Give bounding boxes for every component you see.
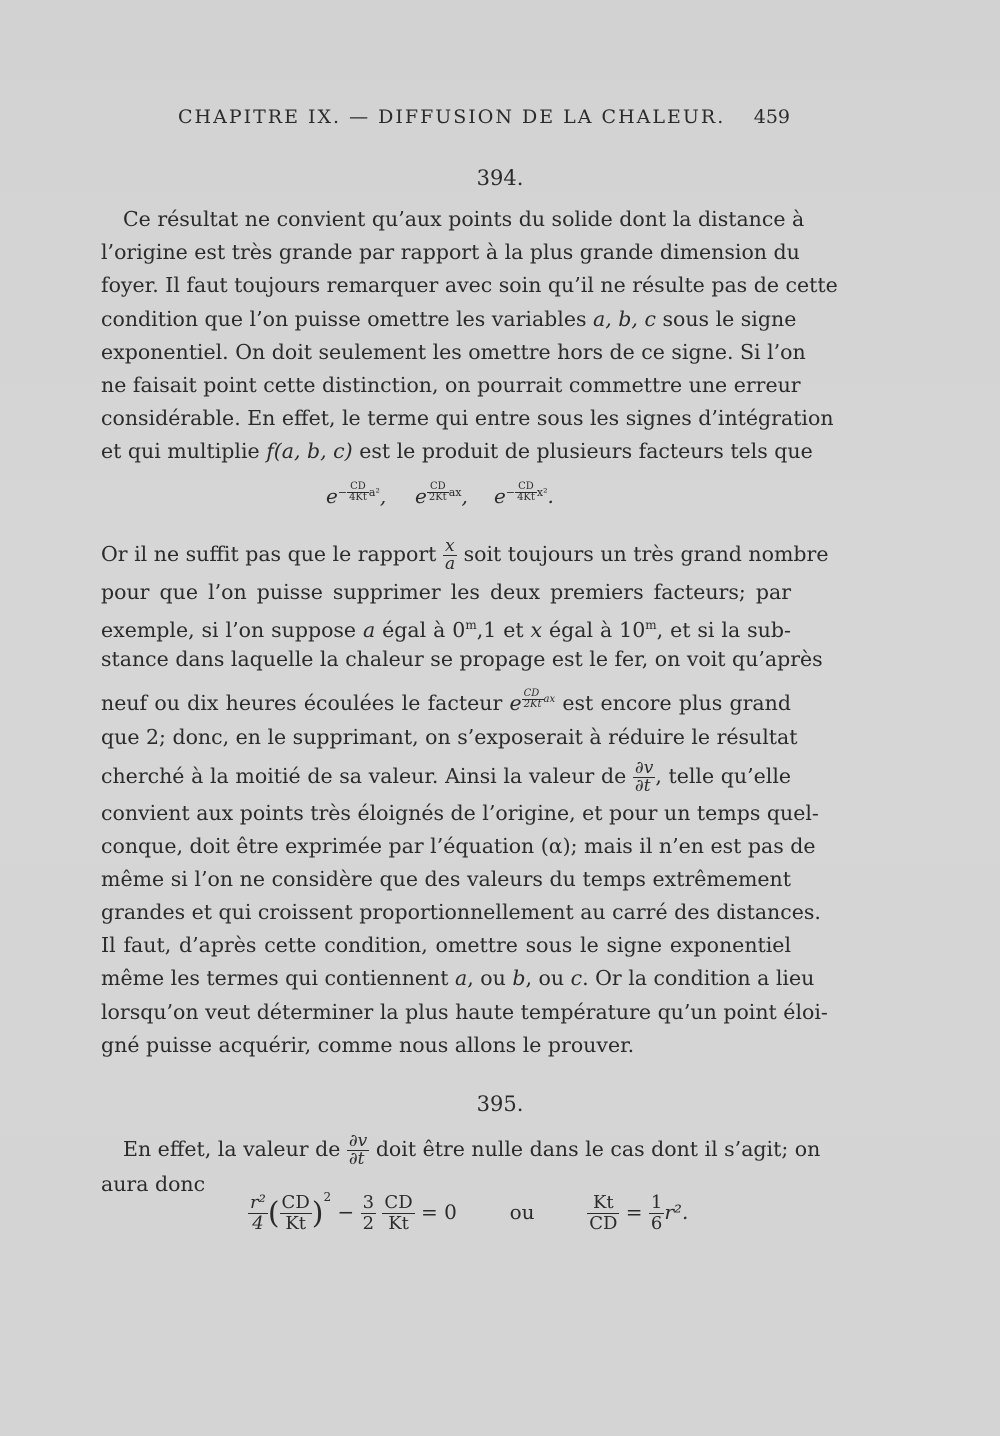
minus-sign: − (337, 1200, 355, 1224)
text-line: foyer. Il faut toujours remarquer avec soin qu’il ne résulte pas de cette (101, 273, 838, 297)
r-squared: r². (664, 1200, 689, 1224)
denominator: Kt (388, 1213, 409, 1234)
unit-metre: m (465, 618, 477, 632)
text-line (101, 760, 791, 795)
text-span: égal à 0 (382, 617, 466, 642)
numerator: CD (281, 1192, 310, 1213)
numerator: CD (384, 1192, 413, 1213)
math-variable: b (512, 966, 526, 990)
text-line: l’origine est très grande par rapport à la plus grande dimension du (101, 240, 800, 264)
exponent-term: a² (368, 485, 380, 499)
numerator: CD (347, 482, 369, 493)
math-variable: a (363, 617, 376, 642)
text-line: Ce résultat ne convient qu’aux points du solide dont la distance à (123, 207, 805, 231)
factor-1 (326, 482, 386, 508)
fraction-cd-over-kt (382, 1193, 414, 1234)
math-variable: c (570, 966, 583, 990)
denominator: CD (589, 1213, 618, 1234)
text-span: condition que l’on puisse omettre les variables (101, 307, 587, 331)
conjunction-ou: ou (509, 1200, 535, 1224)
text-line: gné puisse acquérir, comme nous allons le prouver. (101, 1033, 635, 1057)
numerator: ∂v (634, 758, 654, 778)
text-span: , telle qu’elle (655, 764, 792, 788)
text-line: pour que l’on puisse supprimer les deux premiers facteurs; par (101, 580, 791, 604)
denominator: a (444, 554, 456, 574)
math-variable: x (530, 617, 543, 642)
denominator: 4 (252, 1213, 264, 1234)
text-line: exponentiel. On doit seulement les omettre hors de ce signe. Si l’on (101, 340, 806, 364)
text-line: grandes et qui croissent proportionnellement au carré des distances. (101, 900, 821, 924)
text-line: ne faisait point cette distinction, on pourrait commettre une erreur (101, 373, 801, 397)
section-heading-395: 395. (476, 1092, 524, 1116)
numerator: Kt (587, 1193, 619, 1214)
numerator: 1 (650, 1192, 663, 1213)
fraction-r2-over-4 (248, 1193, 268, 1234)
factor-3 (494, 482, 554, 508)
partial-derivative (347, 1133, 369, 1168)
text-line (101, 437, 813, 465)
unit-metre: m (645, 618, 657, 632)
minus-sign: − (337, 485, 348, 499)
text-span: exemple, si l’on suppose (101, 617, 357, 642)
text-span (382, 618, 523, 642)
text-span: soit toujours un très grand nombre (463, 542, 829, 566)
text-span: neuf ou dix heures écoulées le facteur (101, 690, 503, 715)
final-equation: $\frac{\text{r²}}{4}$ ( $\frac{CD}{Kt}$ )$^2$ − $\frac{3}{2}$ $\frac{CD}{Kt}$ = 0 ou $\frac{Kt}{CD}$ = $\frac{1}{6}$ r². (250, 1190, 689, 1234)
denominator: Kt (285, 1213, 306, 1234)
text-span: En effet, la valeur de (123, 1137, 341, 1161)
denominator: 2 (362, 1213, 375, 1234)
denominator: 4Kt (349, 492, 367, 503)
fraction (522, 689, 544, 710)
text-span: . Or la condition a lieu (582, 966, 815, 990)
text-line (101, 305, 797, 333)
text-line: stance dans laquelle la chaleur se propage est le fer, on voit qu’après (101, 647, 823, 671)
page-number: 459 (753, 106, 790, 128)
text-line: que 2; donc, en le supprimant, on s’exposerait à réduire le résultat (101, 725, 798, 749)
numerator: CD (515, 482, 537, 493)
text-line (101, 611, 791, 644)
text-span: est le produit de plusieurs facteurs tels que (359, 439, 813, 463)
section-heading-394: 394. (476, 166, 524, 190)
fraction-3-over-2 (361, 1193, 376, 1234)
text-line (101, 964, 815, 992)
denominator: 6 (650, 1213, 663, 1234)
fraction (347, 482, 369, 503)
text-span: cherché à la moitié de sa valeur. Ainsi la valeur de (101, 764, 627, 788)
denominator: 2Kt (428, 492, 447, 503)
text-span (512, 966, 564, 990)
text-span: même les termes qui contiennent (101, 966, 449, 990)
text-line: considérable. En effet, le terme qui entre sous les signes d’intégration (101, 406, 834, 430)
text-span (571, 966, 815, 990)
square-exponent: 2 (323, 1190, 332, 1204)
denominator: 4Kt (517, 492, 535, 503)
exponent-term: x² (536, 485, 548, 499)
comma: , (461, 484, 468, 509)
exponent-term: ax (448, 485, 462, 499)
math-function: f(a, b, c) (266, 439, 353, 463)
text-span: doit être nulle dans le cas dont il s’agit; on (375, 1137, 821, 1161)
running-header (178, 106, 790, 136)
text-span: sous le signe (662, 307, 797, 331)
text-line: lorsqu’on veut déterminer la plus haute température qu’un point éloi- (101, 1000, 828, 1024)
denominator: ∂t (634, 776, 651, 796)
text-span: , ou (525, 966, 565, 990)
numerator: CD (427, 482, 449, 493)
chapter-title: CHAPITRE IX. — DIFFUSION DE LA CHALEUR. (178, 106, 726, 128)
text-line: convient aux points très éloignés de l’origine, et pour un temps quel- (101, 801, 819, 825)
fraction-1-over-6 (649, 1193, 664, 1234)
comma: , (379, 484, 387, 509)
text-span: ,1 et (476, 617, 524, 642)
minus-sign: − (505, 485, 516, 499)
text-line (101, 536, 829, 574)
base-e: e (494, 484, 506, 509)
text-span: , et si la sub- (656, 617, 791, 642)
base-e: e (509, 690, 522, 715)
text-span: et qui multiplie (101, 439, 260, 463)
factor-2 (415, 482, 468, 508)
numerator: CD (522, 689, 544, 700)
fraction (515, 482, 537, 503)
text-line (123, 1131, 821, 1169)
text-line: Il faut, d’après cette condition, omettre sous le signe exponentiel (101, 933, 791, 957)
text-line: même si l’on ne considère que des valeurs du temps extrêmement (101, 867, 791, 891)
math-variables: a, b, c (593, 307, 656, 331)
text-span: , ou (467, 966, 506, 990)
period: . (547, 484, 554, 509)
fraction-cd-over-kt (280, 1193, 312, 1234)
numerator: r² (250, 1192, 266, 1213)
exponent-term: ax (543, 694, 556, 705)
math-variable: a (455, 966, 468, 990)
text-span (455, 966, 506, 990)
fraction (427, 482, 449, 503)
denominator: ∂t (348, 1149, 365, 1169)
text-line (101, 686, 791, 717)
equals-sign: = (625, 1200, 643, 1224)
numerator: 3 (362, 1192, 375, 1213)
numerator: x (443, 538, 457, 556)
fraction-kt-over-cd (587, 1193, 619, 1234)
partial-derivative (633, 760, 655, 795)
ratio-fraction (443, 538, 457, 573)
equals-zero: = 0 (421, 1200, 457, 1224)
text-span (549, 618, 791, 642)
base-e: e (326, 484, 338, 509)
text-span: est encore plus grand (562, 690, 791, 715)
text-span: Or il ne suffit pas que le rapport (101, 542, 437, 566)
base-e: e (415, 484, 427, 509)
denominator: 2Kt (523, 699, 542, 710)
text-line: aura donc (101, 1172, 206, 1196)
factor-inline (509, 688, 556, 715)
text-line: conque, doit être exprimée par l’équation (α); mais il n’en est pas de (101, 834, 816, 858)
text-span: égal à 10 (549, 617, 646, 642)
numerator: ∂v (348, 1131, 368, 1151)
